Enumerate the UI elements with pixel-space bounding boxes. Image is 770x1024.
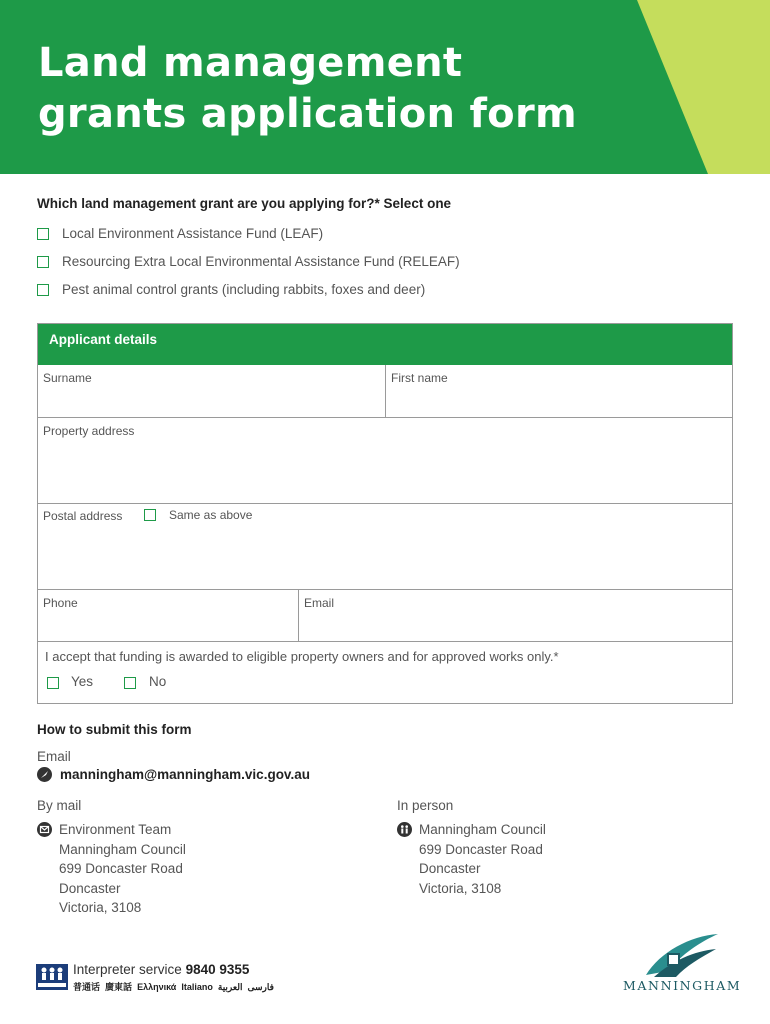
person-address-line: Manningham Council [419, 822, 546, 837]
submit-heading: How to submit this form [37, 722, 192, 737]
person-address-line: 699 Doncaster Road [419, 841, 543, 857]
acceptance-text: I accept that funding is awarded to eligible property owners and for approved works only.* [45, 649, 559, 664]
grant-option-label: Local Environment Assistance Fund (LEAF) [62, 226, 324, 241]
mail-address-line: Doncaster [59, 880, 121, 896]
header-banner [0, 0, 770, 174]
postal-address-field[interactable] [38, 503, 732, 589]
property-address-label: Property address [43, 424, 135, 438]
surname-field[interactable] [38, 365, 386, 417]
language-item: 廣東話 [105, 982, 133, 992]
language-item: Ελληνικά [137, 982, 177, 992]
interpreter-label: Interpreter service [73, 962, 182, 977]
email-address-link[interactable]: manningham@manningham.vic.gov.au [60, 767, 310, 782]
mail-address-line: Environment Team [59, 822, 172, 837]
title-line-1: Land management [38, 40, 463, 86]
first-name-field[interactable] [386, 365, 732, 417]
grant-option-label: Pest animal control grants (including rabbits, foxes and deer) [62, 282, 426, 297]
surname-label: Surname [43, 371, 92, 385]
mail-address-line: Manningham Council [59, 841, 186, 857]
language-item: Italiano [181, 982, 213, 992]
applicant-details-header [38, 324, 732, 365]
person-icon [397, 822, 412, 837]
mail-section-label: By mail [37, 798, 82, 813]
same-as-above-label: Same as above [169, 508, 253, 522]
phone-field[interactable] [38, 589, 299, 641]
property-address-field[interactable] [38, 417, 732, 503]
email-field[interactable] [299, 589, 732, 641]
accept-yes-checkbox[interactable] [47, 677, 59, 689]
interpreter-phone[interactable]: 9840 9355 [185, 962, 250, 977]
submit-email [37, 767, 310, 782]
email-label: Email [304, 596, 335, 610]
postal-address-label: Postal address [43, 509, 123, 523]
interpreter-service-text [73, 962, 249, 977]
grant-option-label: Resourcing Extra Local Environmental Assistance Fund (RELEAF) [62, 254, 460, 269]
same-as-above-checkbox[interactable] [144, 509, 156, 521]
grant-option-releaf[interactable] [37, 254, 460, 269]
page-title [38, 38, 577, 140]
accept-no-checkbox[interactable] [124, 677, 136, 689]
interpreter-logo-icon [36, 964, 68, 990]
checkbox[interactable] [37, 256, 49, 268]
language-item: فارسی [247, 982, 274, 992]
interpreter-languages [73, 980, 274, 993]
accept-yes-label: Yes [71, 674, 94, 689]
title-line-2: grants application form [38, 91, 577, 137]
person-address-line: Victoria, 3108 [419, 880, 502, 896]
email-icon [37, 767, 52, 782]
email-section-label: Email [37, 749, 71, 764]
first-name-label: First name [391, 371, 448, 385]
accept-no-label: No [149, 674, 167, 689]
person-address-line: Doncaster [419, 861, 481, 876]
mail-address [59, 820, 186, 918]
grant-question-title: Which land management grant are you applying for?* Select one [37, 196, 452, 211]
in-person-section-label: In person [397, 798, 454, 813]
acceptance-section [38, 641, 732, 703]
checkbox[interactable] [37, 228, 49, 240]
grant-option-pest-control[interactable] [37, 282, 425, 297]
applicant-details-form [37, 323, 733, 704]
grant-option-leaf[interactable] [37, 226, 323, 241]
mail-address-line: Victoria, 3108 [59, 900, 142, 915]
in-person-address [419, 820, 546, 898]
applicant-details-heading: Applicant details [49, 332, 158, 347]
phone-label: Phone [43, 596, 78, 610]
mail-address-line: 699 Doncaster Road [59, 861, 183, 876]
checkbox[interactable] [37, 284, 49, 296]
mail-icon [37, 822, 52, 837]
language-item: العربية [217, 982, 243, 992]
language-item: 普通话 [73, 982, 101, 992]
brand-name: MANNINGHAM [623, 978, 742, 993]
